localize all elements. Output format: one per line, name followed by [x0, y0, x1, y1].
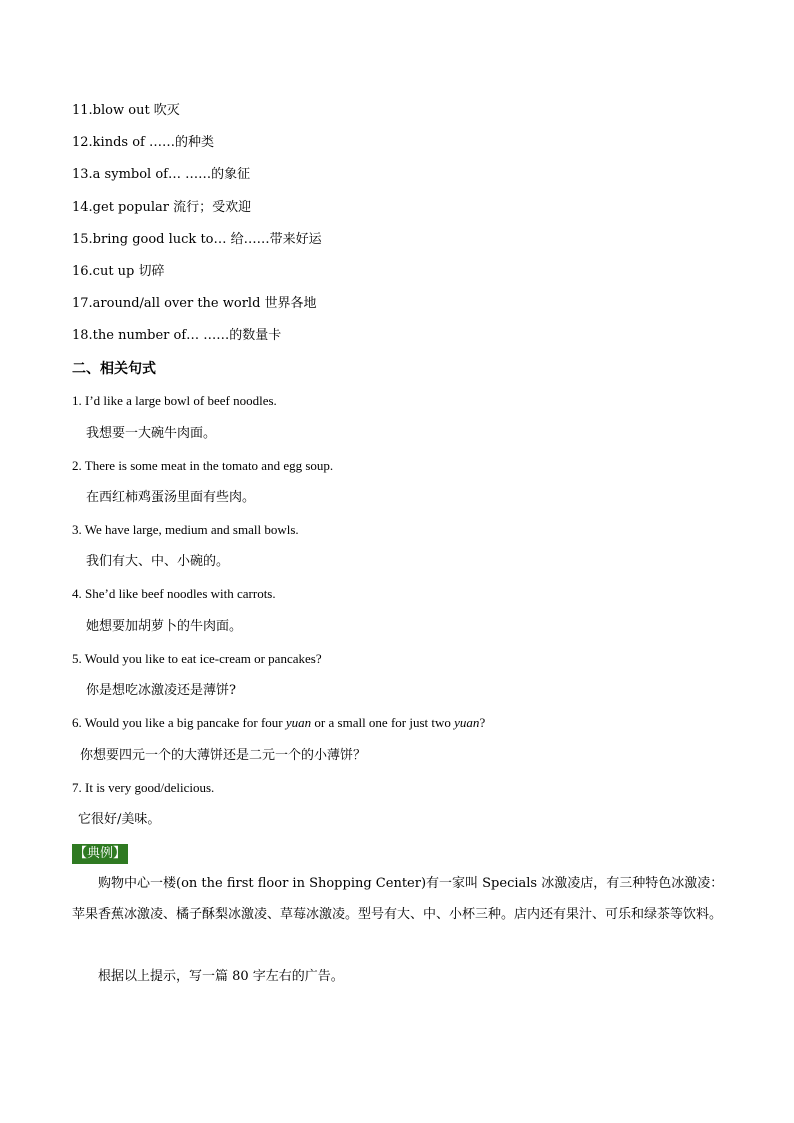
phrase-15: 15.bring good luck to… 给……带来好运 [72, 232, 322, 247]
sentence-4-en: 4. She’d like beef noodles with carrots. [72, 586, 276, 601]
sentence-1-cn: 我想要一大碗牛肉面。 [86, 426, 217, 441]
section-title: 二、相关句式 [72, 361, 156, 377]
sentence-2-en: 2. There is some meat in the tomato and egg soup. [72, 458, 334, 473]
example-badge: 【典例】 [72, 844, 128, 864]
sentence-7-cn: 它很好/美味。 [78, 812, 161, 827]
phrase-12: 12.kinds of ……的种类 [72, 135, 214, 150]
example-paragraph: 购物中心一楼(on the first floor in Shopping Center)有一家叫 Specials 冰激凌店，有三种特色冰激凌：苹果香蕉冰激凌、橘子酥梨冰激凌、草莓冰激凌。型号有大、中、小杯三种。店内还有果汁、可乐和绿茶等饮料。 [72, 876, 724, 922]
yuan-word: yuan [285, 715, 312, 730]
sentence-2-cn: 在西红柿鸡蛋汤里面有些肉。 [86, 490, 256, 505]
example-instruction: 根据以上提示，写一篇 80 字左右的广告。 [98, 969, 344, 984]
sentence-6-cn: 你想要四元一个的大薄饼还是二元一个的小薄饼？ [80, 748, 367, 763]
sentence-3-en: 3. We have large, medium and small bowls. [72, 522, 299, 537]
phrase-18: 18.the number of… ……的数量卡 [72, 328, 282, 343]
sentence-6-en-part-b: or a small one for just two [311, 715, 455, 730]
phrase-17: 17.around/all over the world 世界各地 [72, 296, 317, 311]
sentence-4-cn: 她想要加胡萝卜的牛肉面。 [86, 619, 243, 634]
phrase-14: 14.get popular 流行；受欢迎 [72, 200, 252, 215]
sentence-6-en-part-a: 6. Would you like a big pancake for four [72, 715, 286, 730]
sentence-6-en-part-c: ? [479, 715, 486, 730]
yuan-word: yuan [454, 715, 480, 730]
phrase-16: 16.cut up 切碎 [72, 264, 165, 279]
sentence-1-en: 1. I’d like a large bowl of beef noodles. [72, 393, 277, 408]
sentence-3-cn: 我们有大、中、小碗的。 [86, 554, 230, 569]
sentence-5-en: 5. Would you like to eat ice-cream or pancakes? [72, 651, 322, 666]
phrase-13: 13.a symbol of… ……的象征 [72, 167, 251, 182]
phrase-11: 11.blow out 吹灭 [72, 103, 180, 118]
sentence-5-cn: 你是想吃冰激凌还是薄饼? [86, 683, 236, 698]
sentence-7-en: 7. It is very good/delicious. [72, 780, 215, 795]
sentence-6-en [72, 713, 485, 733]
